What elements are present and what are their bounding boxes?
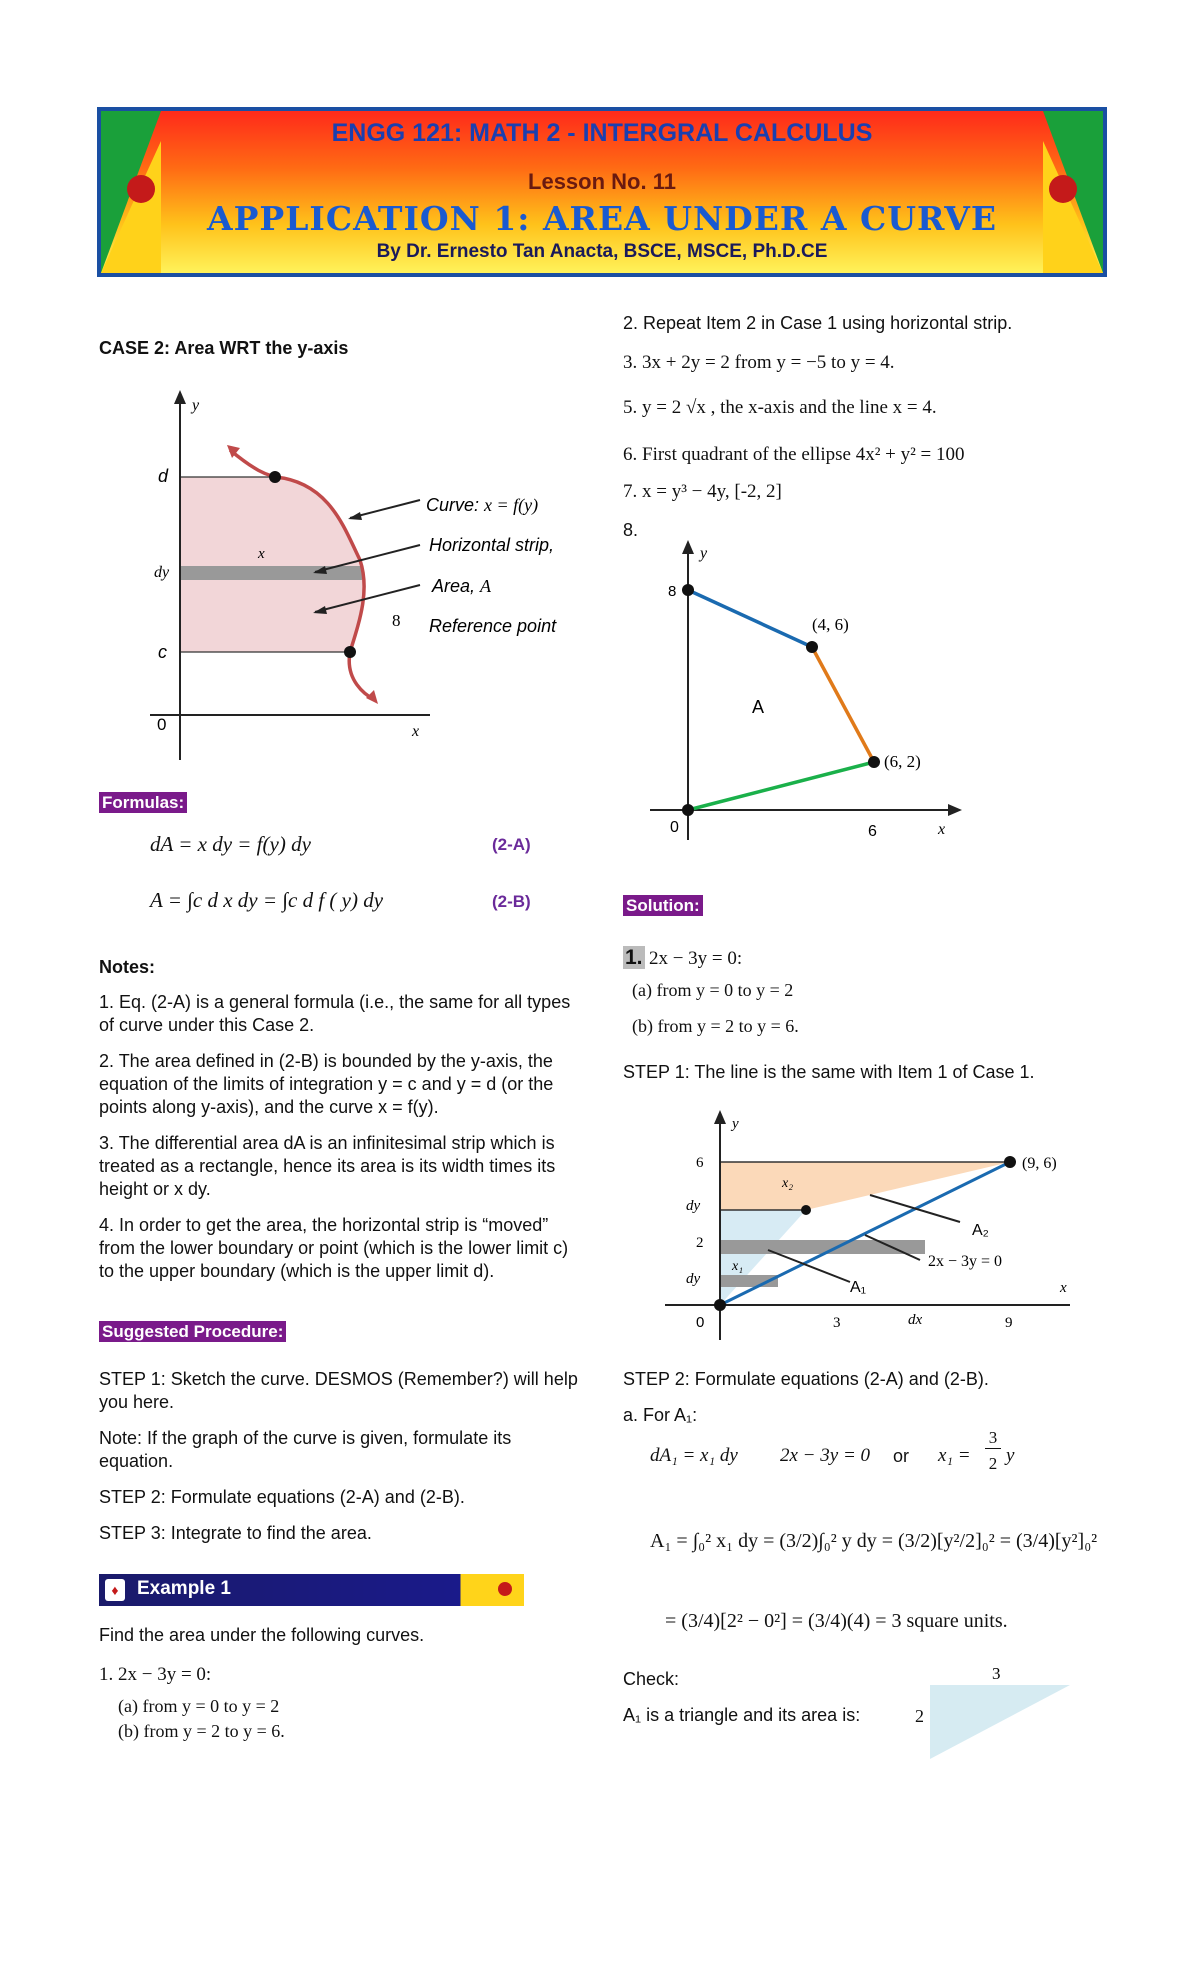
lesson-number: Lesson No. 11 <box>528 169 676 194</box>
step-3: STEP 3: Integrate to find the area. <box>99 1523 372 1543</box>
strip-label: Horizontal strip, <box>429 535 555 555</box>
segment-orange <box>812 647 874 762</box>
fig3-x2: x₂ <box>782 1176 794 1191</box>
curve-label: Curve: x = f(y) <box>426 495 539 515</box>
notes-label: Notes: <box>99 957 156 977</box>
strip-x2 <box>720 1240 925 1254</box>
segment-blue <box>688 590 812 647</box>
fig3-two: 2 <box>696 1235 704 1251</box>
a1-result: = (3/4)[2² − 0²] = (3/4)(4) = 3 square units. <box>665 1610 1008 1632</box>
fig1-x-label: x <box>412 723 420 740</box>
fig3-three: 3 <box>833 1315 841 1331</box>
fig3-dy2: dy <box>686 1271 701 1287</box>
y-axis-arrow-icon <box>714 1110 726 1124</box>
solution-label: Solution: <box>623 895 703 916</box>
region-a2 <box>720 1162 1010 1210</box>
equation-2b: A = ∫c d x dy = ∫c d f ( y) dy <box>150 888 384 912</box>
check-label: Check: <box>623 1669 680 1689</box>
fig3-point-label: (9, 6) <box>1022 1155 1057 1172</box>
note-2: 2. The area defined in (2-B) is bounded by the y-axis, the equation of the limits of integration y = c and y = d (or the points along y-axis), and the curve x = f(y). <box>99 1051 554 1117</box>
pointer-a1 <box>768 1250 850 1282</box>
triangle-height: 2 <box>915 1706 924 1726</box>
point-d <box>269 471 281 483</box>
header-banner <box>97 107 1107 277</box>
example-label: Example 1 <box>137 1578 231 1599</box>
item8-figure <box>640 540 970 850</box>
course-title: ENGG 121: MATH 2 - INTERGRAL CALCULUS <box>331 119 873 147</box>
procedure-label: Suggested Procedure: <box>99 1321 286 1342</box>
formulas-label: Formulas: <box>99 792 187 813</box>
segment-green <box>688 762 874 810</box>
point-6-2 <box>868 756 880 768</box>
area-label: Area, A <box>432 576 492 596</box>
triangle-base: 3 <box>992 1665 1001 1683</box>
fig2-x-label: x <box>938 821 946 838</box>
item-6: 6. First quadrant of the ellipse 4x² + y² = 100 <box>623 444 965 465</box>
step-2: STEP 2: Formulate equations (2-A) and (2-B). <box>99 1487 465 1507</box>
solution-step-2: STEP 2: Formulate equations (2-A) and (2-B). <box>623 1369 989 1389</box>
note-1: 1. Eq. (2-A) is a general formula (i.e., the same for all types of curve under this Case 2. <box>99 992 571 1035</box>
fig3-nine: 9 <box>1005 1315 1013 1331</box>
fig2-p1: (4, 6) <box>812 615 849 634</box>
fig2-origin: 0 <box>670 819 679 836</box>
region-a1 <box>720 1210 806 1305</box>
horizontal-strip <box>180 566 362 580</box>
curve-arrow-bottom-icon <box>366 690 378 704</box>
step-1: STEP 1: Sketch the curve. DESMOS (Remember?) will help you here. <box>99 1369 578 1412</box>
note-4: 4. In order to get the area, the horizontal strip is “moved” from the lower boundary or point (which is the lower limit c) to the upper boundary (which is the upper limit d). <box>99 1215 569 1281</box>
fig1-d-label: d <box>158 466 169 486</box>
fig3-six: 6 <box>696 1155 704 1171</box>
fig2-p2: (6, 2) <box>884 752 921 771</box>
point-origin <box>682 804 694 816</box>
solution-part-b: (b) from y = 2 to y = 6. <box>632 1016 799 1036</box>
or-text: or <box>893 1446 910 1466</box>
lightbulb-icon: ♦ <box>105 1579 125 1601</box>
triangle-figure <box>930 1665 1080 1765</box>
line-equation: 2x − 3y = 0 <box>780 1445 871 1466</box>
a1-integral: A₁ = ∫₀² x₁ dy = (3/2)∫₀² y dy = (3/2)[y²/2]₀² = (3/4)[y²]₀² <box>650 1530 1098 1552</box>
solution-equation: 2x − 3y = 0: <box>648 948 743 969</box>
area-region <box>180 477 364 652</box>
author: By Dr. Ernesto Tan Anacta, BSCE, MSCE, Ph.D.CE <box>376 241 828 262</box>
fig3-a2: A₂ <box>972 1222 989 1239</box>
y-axis-arrow-icon <box>174 390 186 404</box>
note-3: 3. The differential area dA is an infinitesimal strip which is treated as a rectangle, hence its area is its width times its height or x dy. <box>99 1133 556 1199</box>
example-banner <box>99 1574 524 1606</box>
case-title: CASE 2: Area WRT the y-axis <box>99 338 349 358</box>
fig1-origin: 0 <box>157 715 167 734</box>
point-4-6 <box>806 641 818 653</box>
find-text: Find the area under the following curves. <box>99 1625 425 1645</box>
equation-2a: dA = x dy = f(y) dy <box>150 832 311 856</box>
point-origin <box>714 1299 726 1311</box>
frac-variable: y <box>1006 1445 1015 1466</box>
page-title: APPLICATION 1: AREA UNDER A CURVE <box>206 199 997 238</box>
reference-point-label: Reference point <box>429 616 557 636</box>
item-5: 5. y = 2 √x , the x-axis and the line x = 4. <box>623 397 937 418</box>
frac-denominator: 2 <box>988 1454 998 1473</box>
fig2-six: 6 <box>868 823 877 840</box>
fig2-eight: 8 <box>668 583 677 600</box>
fig3-line-label: 2x − 3y = 0 <box>928 1253 1003 1270</box>
item-8: 8. <box>623 520 639 540</box>
item-3: 3. 3x + 2y = 2 from y = −5 to y = 4. <box>623 352 895 373</box>
example-item-1b: (b) from y = 2 to y = 6. <box>118 1721 285 1741</box>
fig2-area: A <box>752 697 765 717</box>
example-item-1: 1. 2x − 3y = 0: <box>99 1664 212 1685</box>
fig1-c-label: c <box>158 642 167 662</box>
fig1-y-label: y <box>192 397 200 414</box>
fig3-dy1: dy <box>686 1198 701 1214</box>
fig3-y-label: y <box>732 1116 739 1132</box>
fig2-y-label: y <box>700 545 708 562</box>
equation-2b-tag: (2-B) <box>492 892 531 911</box>
example-item-1a: (a) from y = 0 to y = 2 <box>118 1696 280 1716</box>
fig3-origin: 0 <box>696 1314 705 1331</box>
item-7: 7. x = y³ − 4y, [-2, 2] <box>623 481 782 502</box>
x1-equation: x₁ = <box>938 1445 971 1466</box>
frac-numerator: 3 <box>985 1428 1001 1449</box>
triangle-shape <box>930 1685 1070 1759</box>
triangle-text: A₁ is a triangle and its area is: <box>623 1705 861 1725</box>
equation-2a-tag: (2-A) <box>492 835 531 854</box>
fig1-eight: 8 <box>392 611 401 630</box>
pointer-a2 <box>870 1195 960 1222</box>
x-axis-arrow-icon <box>948 804 962 816</box>
da1-equation: dA₁ = x₁ dy <box>650 1445 738 1466</box>
pointer-arrow-icon <box>348 512 362 520</box>
fig3-dx: dx <box>908 1312 923 1328</box>
fig3-x1: x₁ <box>732 1259 744 1274</box>
fig1-dy-label: dy <box>154 564 170 581</box>
point-9-6 <box>1004 1156 1016 1168</box>
point-c <box>344 646 356 658</box>
solution-part-a: (a) from y = 0 to y = 2 <box>632 980 794 1000</box>
fig3-a1: A₁ <box>850 1279 867 1296</box>
point-3-2 <box>801 1205 811 1215</box>
example-dot-icon <box>498 1582 512 1596</box>
y-axis-arrow-icon <box>682 540 694 554</box>
fig3-x-label: x <box>1060 1280 1067 1296</box>
solution-figure <box>660 1110 1080 1340</box>
fig1-x-strip-label: x <box>258 546 265 562</box>
for-a1-label: a. For A₁: <box>623 1405 698 1425</box>
solution-step-1: STEP 1: The line is the same with Item 1 of Case 1. <box>623 1062 1035 1082</box>
step-note: Note: If the graph of the curve is given, formulate its equation. <box>99 1428 512 1471</box>
solution-number: 1. <box>625 946 643 969</box>
case2-figure <box>130 390 590 760</box>
point-0-8 <box>682 584 694 596</box>
item-2: 2. Repeat Item 2 in Case 1 using horizontal strip. <box>623 313 1013 333</box>
